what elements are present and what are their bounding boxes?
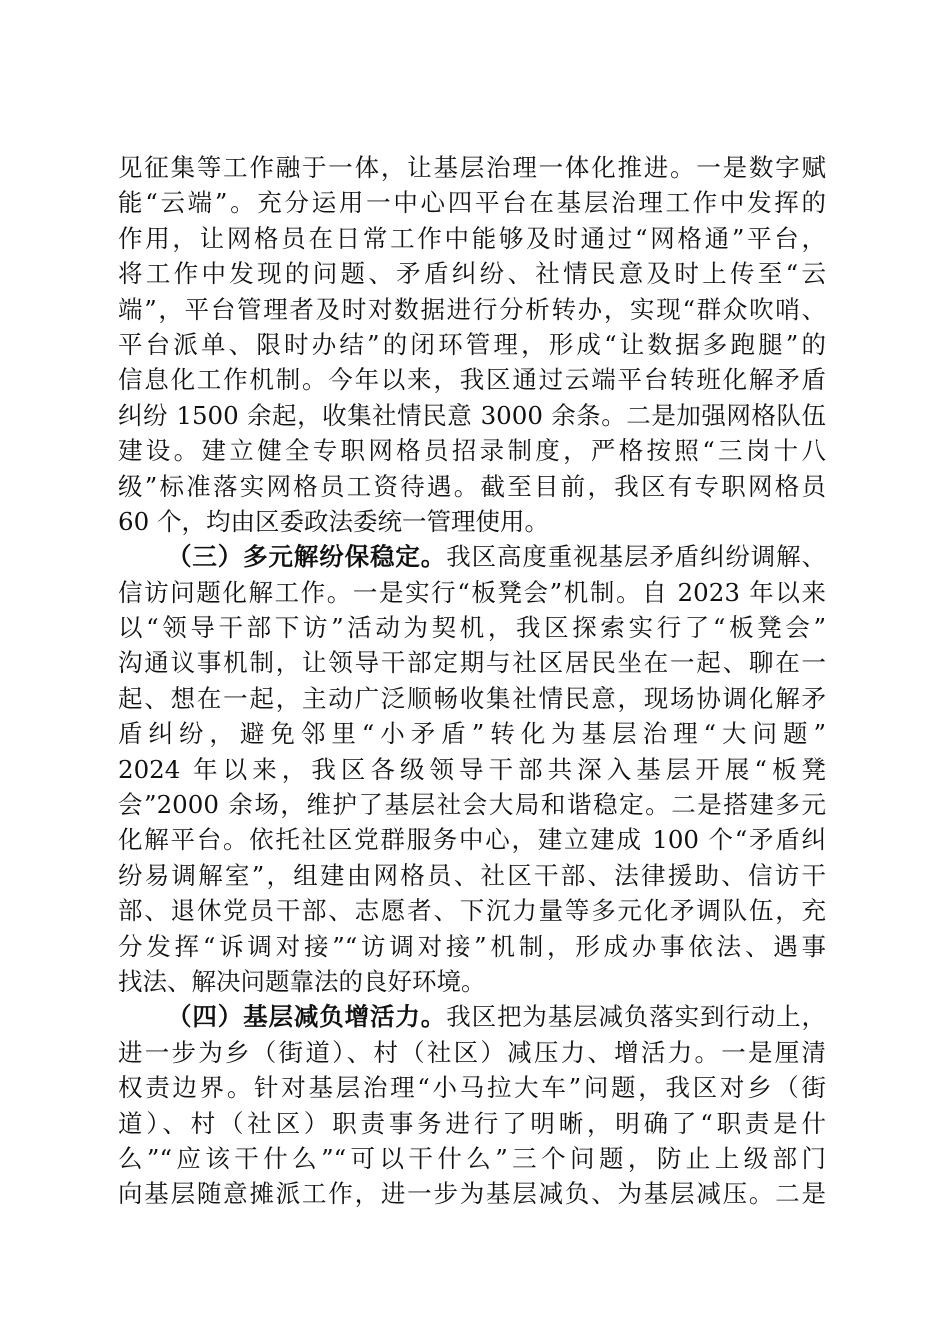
- text-line: 沟通议事机制，让领导干部定期与社区居民坐在一起、聊在一: [118, 648, 826, 678]
- text-line: 端”，平台管理者及时对数据进行分析转办，实现“群众吹哨、: [118, 294, 826, 324]
- paragraph-dispute-resolution: [118, 539, 826, 999]
- text-line: 平台派单、限时办结”的闭环管理，形成“让数据多跑腿”的: [118, 329, 826, 359]
- section-heading: （四）基层减负增活力。: [167, 1002, 447, 1032]
- text-line: 能“云端”。充分运用一中心四平台在基层治理工作中发挥的: [118, 188, 826, 218]
- text-line: 起、想在一起，主动广泛顺畅收集社情民意，现场协调化解矛: [118, 683, 826, 713]
- text-line: 2024 年以来，我区各级领导干部共深入基层开展“板凳: [118, 754, 826, 784]
- text-line: 盾纠纷，避免邻里“小矛盾”转化为基层治理“大问题”: [118, 719, 826, 749]
- document-body: [118, 150, 826, 1212]
- text-line: 道）、村（社区）职责事务进行了明晰，明确了“职责是什: [118, 1108, 826, 1138]
- text-line: 向基层随意摊派工作，进一步为基层减负、为基层减压。二是: [118, 1179, 826, 1209]
- text-line: 找法、解决问题靠法的良好环境。: [118, 966, 486, 996]
- text-line: 么”“应该干什么”“可以干什么”三个问题，防止上级部门: [118, 1143, 826, 1173]
- paragraph-first-line: [118, 539, 826, 574]
- paragraph-digital-empowerment: [118, 150, 826, 539]
- text-span: 我区高度重视基层矛盾纠纷调解、: [446, 542, 827, 572]
- text-line: 级”标准落实网格员工资待遇。截至目前，我区有专职网格员: [118, 471, 826, 501]
- text-line: 作用，让网格员在日常工作中能够及时通过“网格通”平台，: [118, 223, 826, 253]
- text-line: 权责边界。针对基层治理“小马拉大车”问题，我区对乡（街: [118, 1073, 826, 1103]
- text-line: 会”2000 余场，维护了基层社会大局和谐稳定。二是搭建多元: [118, 790, 826, 820]
- text-line: 建设。建立健全专职网格员招录制度，严格按照“三岗十八: [118, 436, 826, 466]
- text-line: 化解平台。依托社区党群服务中心，建立建成 100 个“矛盾纠: [118, 825, 826, 855]
- paragraph-first-line: [118, 999, 826, 1034]
- text-line: 60 个，均由区委政法委统一管理使用。: [118, 506, 549, 536]
- text-line: 分发挥“诉调对接”“访调对接”机制，形成办事依法、遇事: [118, 931, 826, 961]
- text-line: 将工作中发现的问题、矛盾纠纷、社情民意及时上传至“云: [118, 259, 826, 289]
- text-line: 部、退休党员干部、志愿者、下沉力量等多元化矛调队伍，充: [118, 896, 826, 926]
- text-line: 以“领导干部下访”活动为契机，我区探索实行了“板凳会”: [118, 613, 826, 643]
- text-line: 信息化工作机制。今年以来，我区通过云端平台转班化解矛盾: [118, 365, 826, 395]
- text-line: 纷易调解室”，组建由网格员、社区干部、法律援助、信访干: [118, 860, 826, 890]
- paragraph-burden-reduction: [118, 999, 826, 1211]
- text-line: 信访问题化解工作。一是实行“板凳会”机制。自 2023 年以来: [118, 577, 826, 607]
- text-line: 进一步为乡（街道）、村（社区）减压力、增活力。一是厘清: [118, 1037, 826, 1067]
- text-line: 见征集等工作融于一体，让基层治理一体化推进。一是数字赋: [118, 153, 826, 182]
- section-heading: （三）多元解纷保稳定。: [167, 542, 447, 572]
- text-line: 纠纷 1500 余起，收集社情民意 3000 余条。二是加强网格队伍: [118, 400, 826, 430]
- text-span: 我区把为基层减负落实到行动上，: [446, 1002, 827, 1032]
